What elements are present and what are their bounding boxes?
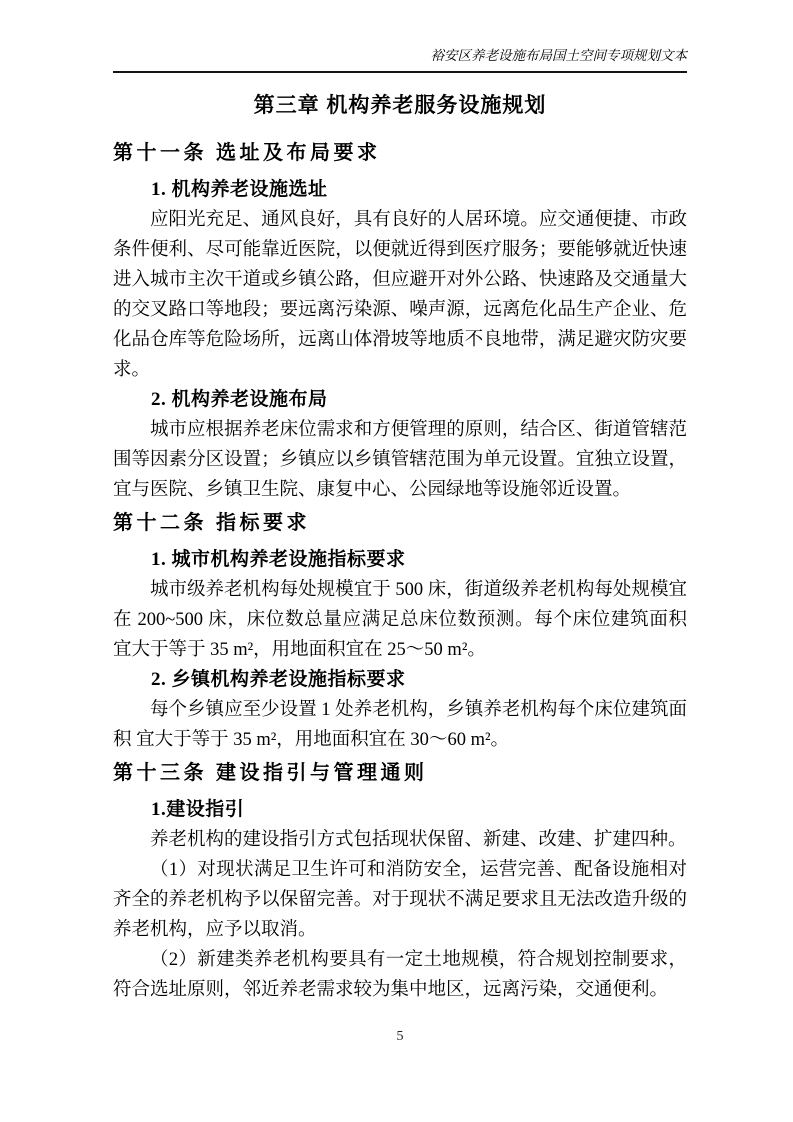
- paragraph: 城市应根据养老床位需求和方便管理的原则，结合区、街道管辖范围等因素分区设置；乡镇应以乡镇管辖范围为单元设置。宜独立设置，宜与医院、乡镇卫生院、康复中心、公园绿地等设施邻近设置。: [113, 420, 687, 500]
- page-number: 5: [396, 1029, 404, 1044]
- article-heading: 第十三条 建设指引与管理通则: [113, 762, 428, 784]
- chapter-title: 第三章 机构养老服务设施规划: [253, 94, 547, 117]
- subheading: 2. 机构养老设施布局: [151, 389, 328, 410]
- header-title: 裕安区养老设施布局国土空间专项规划文本: [430, 48, 687, 63]
- paragraph: （1）对现状满足卫生许可和消防安全，运营完善、配备设施相对齐全的养老机构予以保留完善。对于现状不满足要求且无法改造升级的养老机构，应予以取消。: [113, 860, 687, 940]
- document-body: [113, 139, 687, 1005]
- paragraph: 应阳光充足、通风良好，具有良好的人居环境。应交通便捷、市政条件便利、尽可能靠近医院，以便就近得到医疗服务；要能够就近快速进入城市主次干道或乡镇公路，但应避开对外公路、快速路及交通量大的交叉路口等地段；要远离污染源、噪声源，远离危化品生产企业、危化品仓库等危险场所，远离山体滑坡等地质不良地带，满足避灾防灾要求。: [113, 210, 687, 380]
- article-heading: 第十二条 指标要求: [113, 512, 311, 534]
- paragraph: 每个乡镇应至少设置 1 处养老机构，乡镇养老机构每个床位建筑面积 宜大于等于 35 m²，用地面积宜在 30～60 m²。: [113, 700, 687, 750]
- paragraph: 城市级养老机构每处规模宜于 500 床，街道级养老机构每处规模宜在 200~500 床，床位数总量应满足总床位数预测。每个床位建筑面积宜大于等于 35 m²，用地面积宜在 25～50 m²。: [113, 580, 687, 660]
- subheading: 1. 机构养老设施选址: [151, 179, 328, 200]
- subheading: 2. 乡镇机构养老设施指标要求: [151, 669, 406, 690]
- paragraph: （2）新建类养老机构要具有一定土地规模，符合规划控制要求，符合选址原则，邻近养老需求较为集中地区，远离污染，交通便利。: [113, 950, 687, 1000]
- page-footer: [113, 1029, 687, 1045]
- subheading: 1.建设指引: [151, 799, 245, 820]
- paragraph: 养老机构的建设指引方式包括现状保留、新建、改建、扩建四种。: [150, 830, 687, 850]
- subheading: 1. 城市机构养老设施指标要求: [151, 549, 406, 570]
- article-heading: 第十一条 选址及布局要求: [113, 142, 381, 164]
- page-header: [113, 46, 687, 73]
